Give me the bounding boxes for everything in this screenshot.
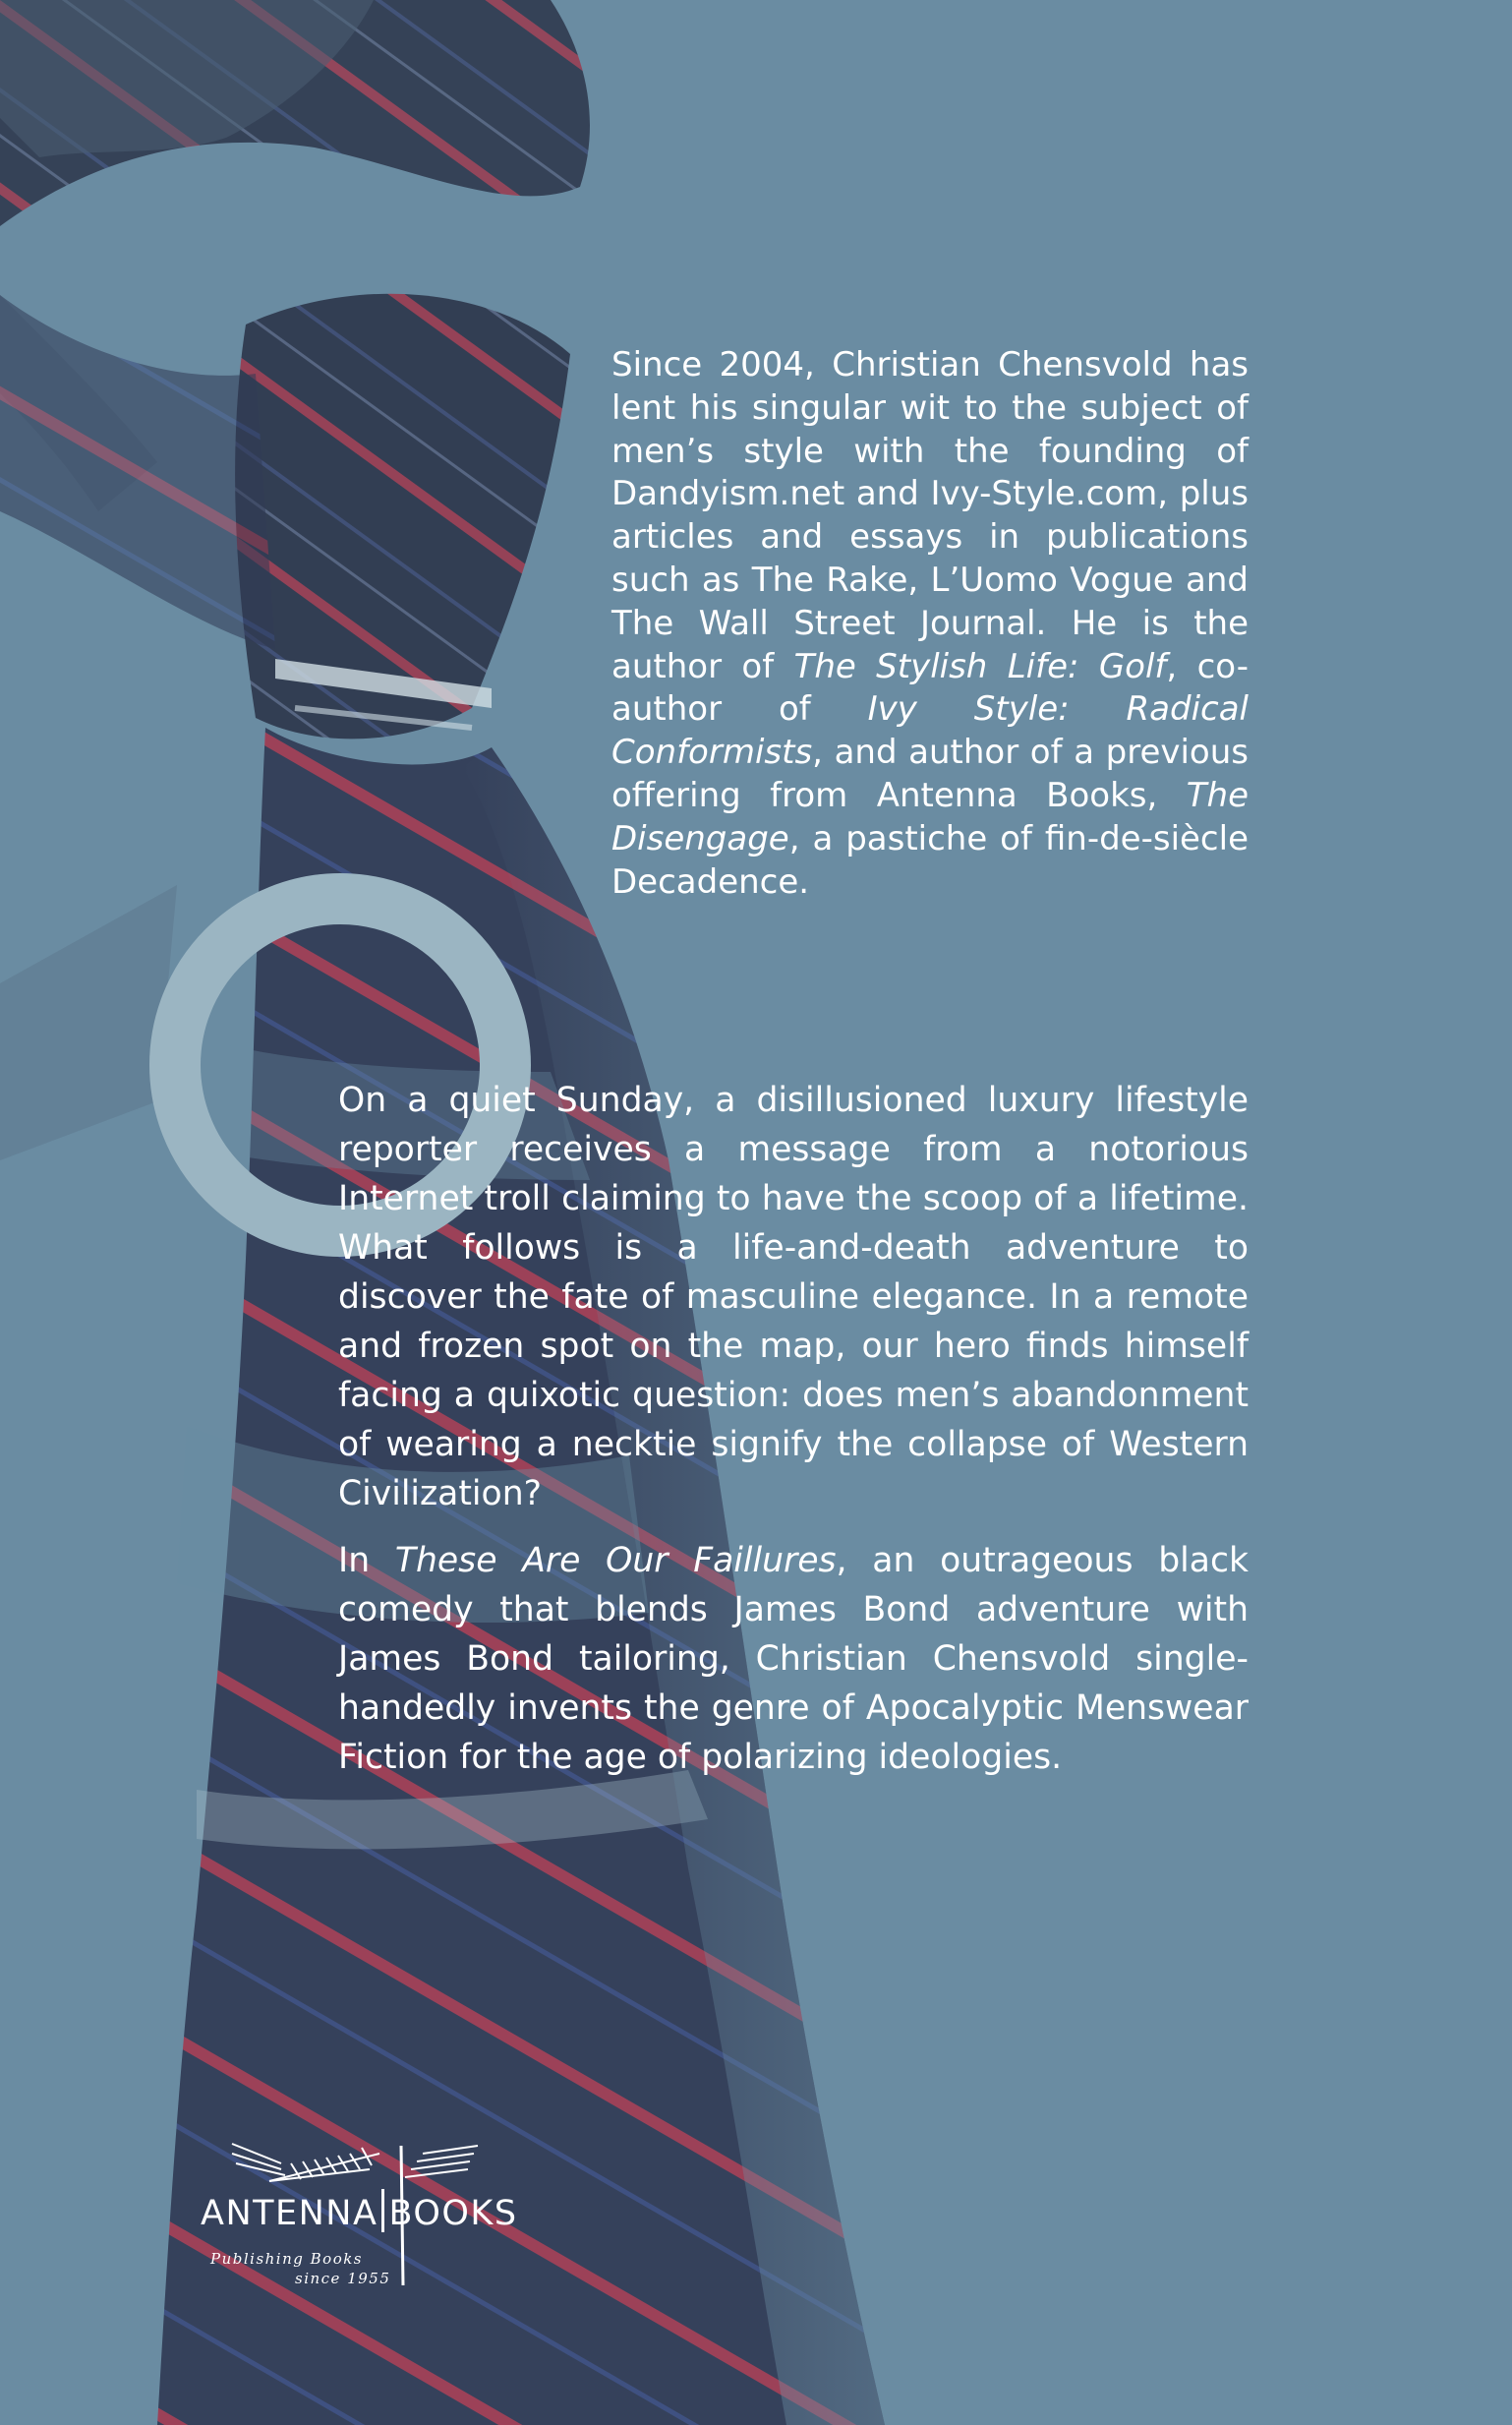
publisher-tagline: Publishing Books	[210, 2250, 364, 2268]
publisher-logo	[193, 2134, 566, 2291]
book-title: Ivy Style: Radical Conformists	[611, 689, 1250, 773]
bio-text: , a pastiche of fin-de-siècle Decadence.	[611, 818, 1249, 902]
publisher-since: since 1955	[295, 2270, 391, 2287]
publisher-name-right: BOOKS	[388, 2194, 518, 2233]
book-title: These Are Our Faillures	[394, 1541, 837, 1580]
publisher-name-left: ANTENNA	[201, 2194, 378, 2233]
bio-text: Since 2004, Christian Chensvold has lent his singular wit to the subject of men’s style with the founding of Dandyism.net and Ivy-Style.com, plus articles and essays in publications such as The Rake, L’Uomo Vogue and The Wall Street Journal. He is the author of	[611, 345, 1249, 686]
synopsis-text: , an outrageous black comedy that blends James Bond adventure with James Bond tailoring, Christian Chensvold single-handedly invents the genre of Apocalyptic Menswear Fiction for the age of polarizing ideologies.	[338, 1541, 1249, 1777]
author-bio	[611, 344, 1249, 904]
author-bio-paragraph	[611, 344, 1249, 904]
book-title: The Stylish Life: Golf	[793, 646, 1167, 686]
synopsis-paragraph-2	[338, 1536, 1249, 1782]
publisher-name	[201, 2189, 518, 2233]
bio-text: , and author of a previous offering from Antenna Books,	[611, 733, 1249, 815]
book-synopsis	[338, 1076, 1249, 1800]
book-title: The Disengage	[611, 775, 1249, 858]
synopsis-paragraph-1: On a quiet Sunday, a disillusioned luxury lifestyle reporter receives a message from a notorious Internet troll claiming to have the scoop of a lifetime. What follows is a life-and-death adventure to discover the fate of masculine elegance. In a remote and frozen spot on the map, our hero finds himself facing a quixotic question: does men’s abandonment of wearing a necktie signify the collapse of Western Civilization?	[338, 1081, 1249, 1513]
bio-text: , co-author of	[611, 646, 1249, 730]
synopsis-text: In	[338, 1541, 395, 1580]
